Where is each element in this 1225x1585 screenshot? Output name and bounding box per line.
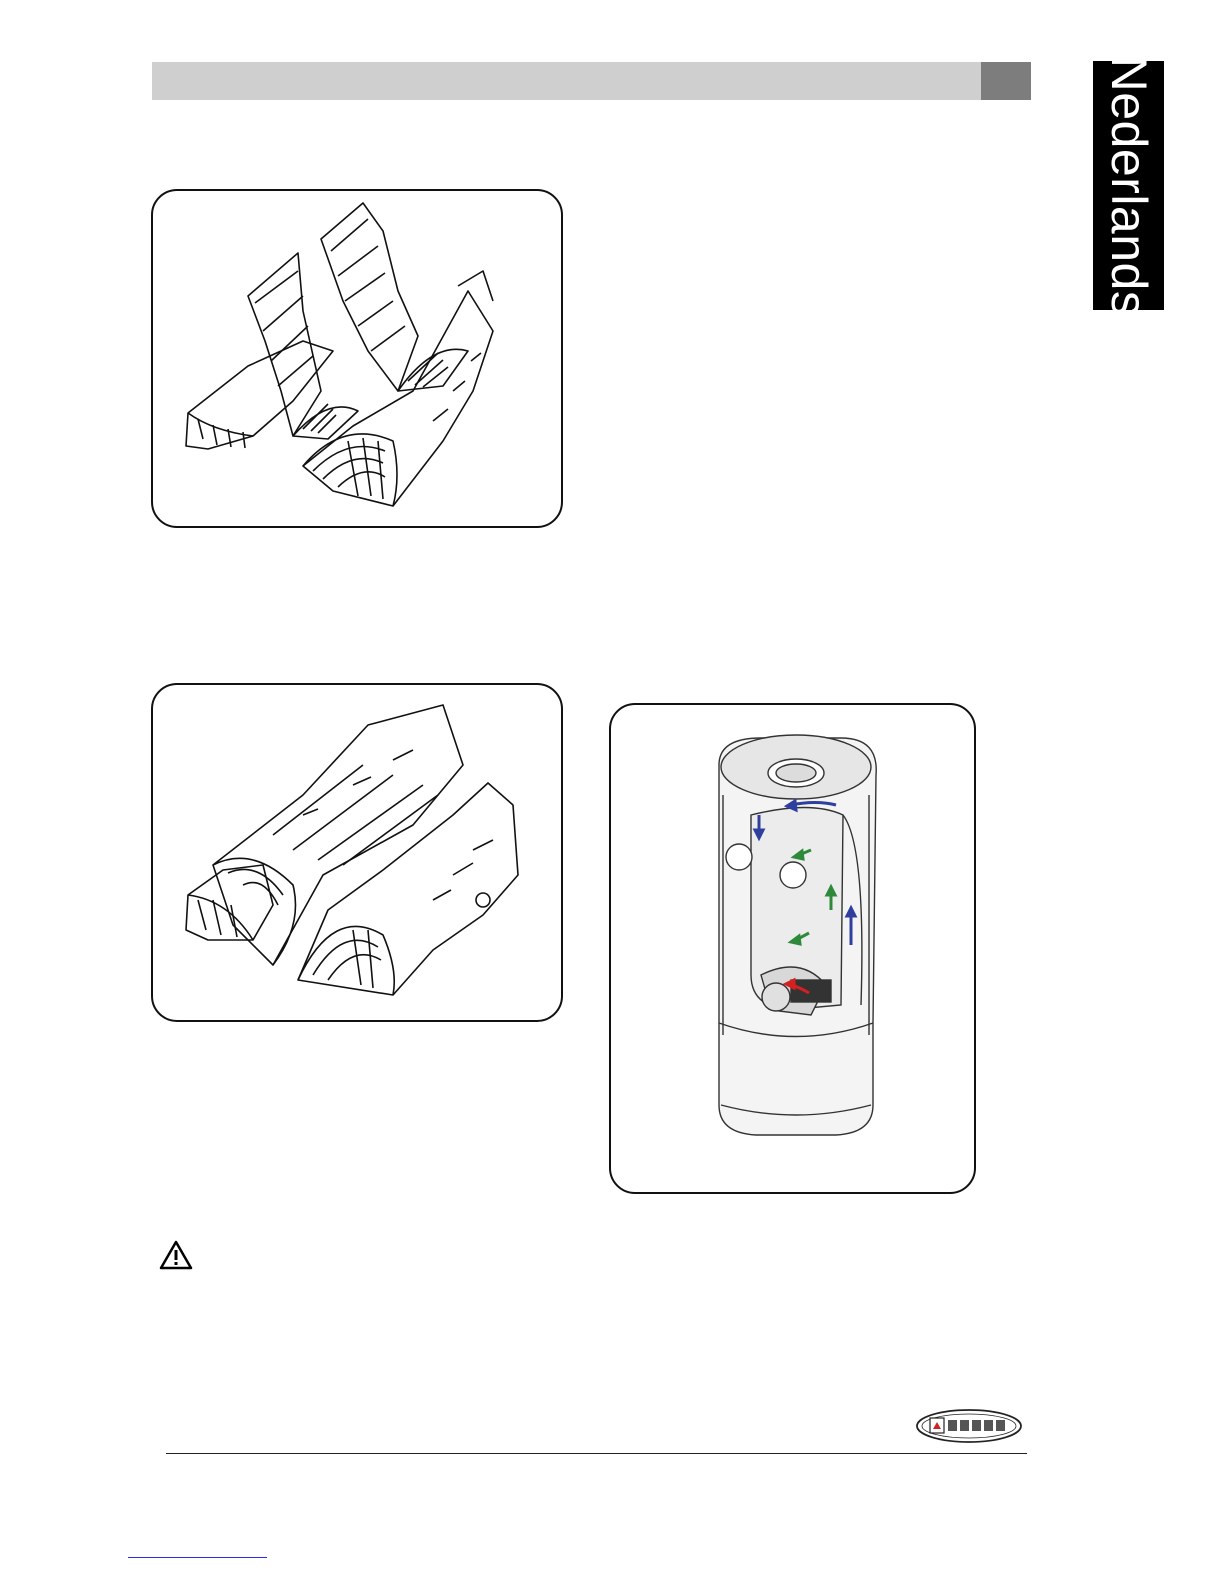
split-logs-figure: [151, 189, 563, 528]
language-tab: [1093, 55, 1164, 316]
stove-cutaway-icon: [611, 705, 976, 1194]
footer-rule: [166, 1453, 1027, 1454]
language-tab-label: Nederlands: [1100, 55, 1157, 316]
round-logs-figure: [151, 683, 563, 1022]
dovre-logo-icon: [914, 1407, 1024, 1445]
firewood-split-icon: [153, 191, 563, 528]
header-section-tab: [981, 62, 1031, 100]
stove-airflow-figure: [609, 703, 976, 1194]
header-bar: [152, 62, 981, 100]
warning-triangle-icon: [158, 1239, 194, 1271]
page-link-rule: [128, 1557, 267, 1558]
firewood-round-icon: [153, 685, 563, 1022]
